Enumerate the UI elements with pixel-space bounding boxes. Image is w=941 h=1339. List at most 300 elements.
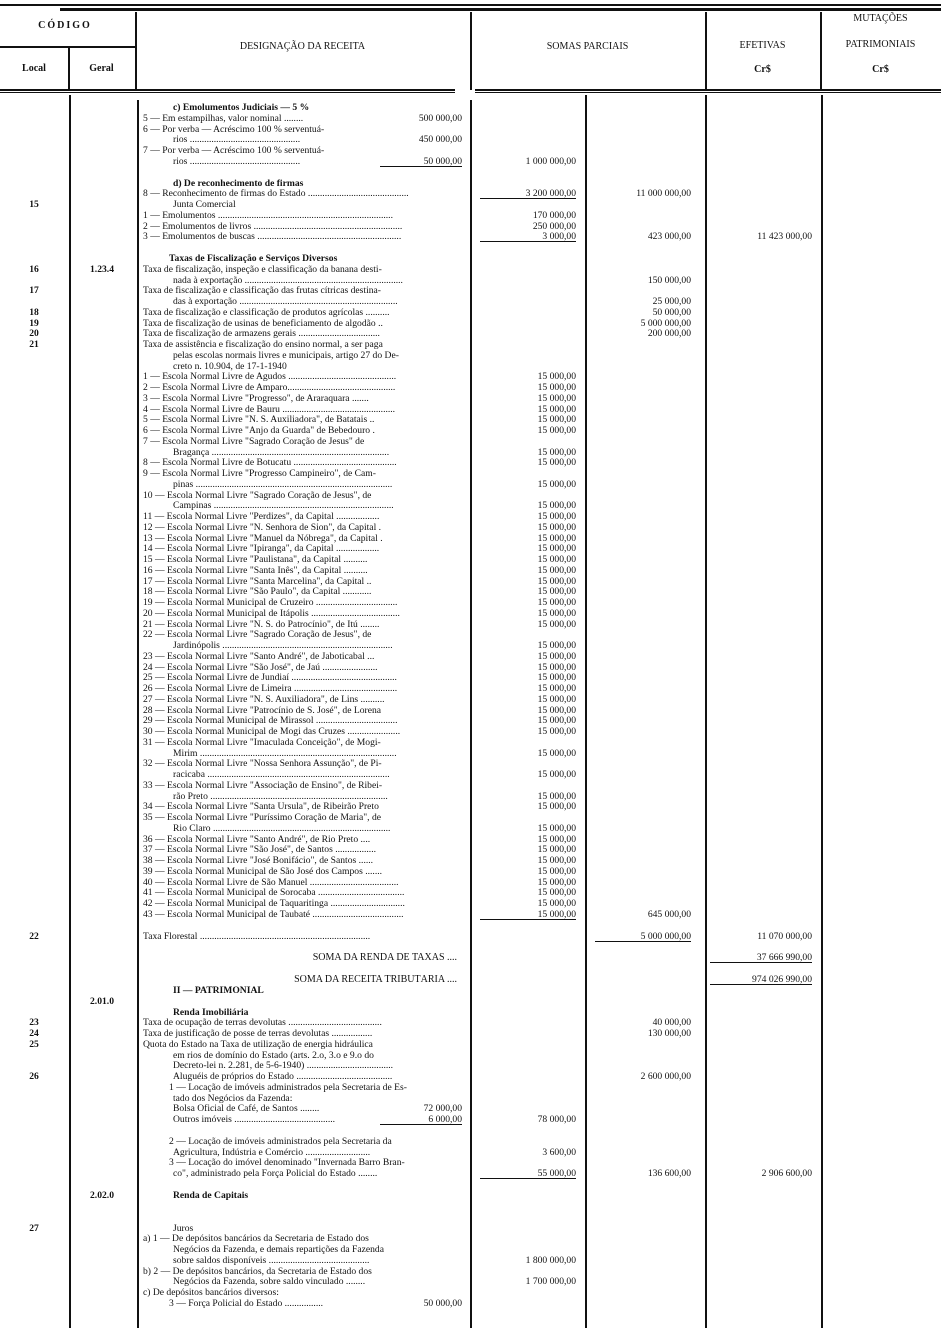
table-row [0, 125, 941, 136]
table-row [0, 243, 941, 254]
table-row [0, 738, 941, 749]
partial-sum-1: 15 000,00 [537, 425, 576, 436]
inner-value: 6 000,00 [380, 1115, 462, 1125]
designation-text: Outros imóveis .......................................... [173, 1115, 336, 1125]
designation-text: co", administrado pela Força Policial do Estado ........ [173, 1169, 378, 1179]
designation-text: Bragança .......................................................................... [173, 447, 390, 458]
table-row [0, 480, 941, 491]
partial-sum-1: 15 000,00 [537, 726, 576, 737]
table-row [0, 1299, 941, 1310]
table-row [0, 114, 941, 125]
designation-text: Aluguéis de próprios do Estado ........................................ [173, 1072, 393, 1082]
partial-sum-1: 15 000,00 [537, 607, 576, 619]
table-row [0, 512, 941, 523]
designation-text: Taxa Florestal ....................................................................... [143, 931, 371, 942]
partial-sum-1: 3 000,00 [480, 232, 576, 242]
partial-sum-1: 15 000,00 [537, 876, 576, 888]
designation-text: 36 — Escola Normal Livre "Santo André", de Rio Preto .... [143, 834, 371, 845]
local-code: 23 [29, 1017, 39, 1029]
table-row [0, 319, 941, 330]
partial-sum-1: 15 000,00 [480, 910, 576, 920]
table-row [0, 254, 941, 265]
designation-text: 2 — Locação de imóveis administrados pela Secretaria da [169, 1136, 392, 1147]
designation-text: SOMA DA RECEITA TRIBUTÁRIA .... [294, 975, 457, 985]
designation-text: 6 — Por verba — Acréscimo 100 % serventuá- [143, 124, 325, 135]
header-designacao: DESIGNAÇÃO DA RECEITA [239, 41, 366, 52]
designation-text: tado dos Negócios da Fazenda: [173, 1093, 293, 1104]
header-efetivas: EFETIVAS [739, 40, 786, 51]
designation-text: 1 — Escola Normal Livre de Agudos ............................................. [143, 372, 397, 383]
designation-text: 12 — Escola Normal Livre "N. Senhora de Sion", da Capital . [143, 522, 382, 533]
designation-text: SOMA DA RENDA DE TAXAS .... [312, 953, 457, 964]
table-row [0, 749, 941, 760]
table-row [0, 577, 941, 588]
designation-text: 40 — Escola Normal Livre de São Manuel ..................................... [143, 877, 399, 888]
partial-sum-2: 136 600,00 [647, 1168, 691, 1179]
table-row [0, 867, 941, 878]
table-row [0, 1213, 941, 1224]
header-efetivas-unit: Cr$ [754, 64, 771, 75]
designation-text: 3 — Emolumentos de buscas ............................................................ [143, 232, 402, 243]
table-row [0, 1191, 941, 1202]
designation-text: 31 — Escola Normal Livre "Imaculada Conceição", de Mogi- [143, 737, 381, 748]
partial-sum-1: 15 000,00 [537, 822, 576, 834]
table-row [0, 1126, 941, 1137]
partial-sum-1: 15 000,00 [537, 554, 576, 565]
local-code: 26 [29, 1071, 39, 1082]
designation-text: 5 — Escola Normal Livre "N. S. Auxiliadora", de Batatais .. [143, 415, 375, 426]
table-row [0, 179, 941, 190]
table-row [0, 792, 941, 803]
local-code: 16 [29, 263, 39, 275]
designation-text: c) Emolumentos Judiciais — 5 % [173, 103, 310, 113]
table-row [0, 813, 941, 824]
designation-text: II — PATRIMONIAL [173, 985, 264, 996]
table-row [0, 534, 941, 545]
inner-value: 500 000,00 [418, 112, 462, 124]
table-row [0, 878, 941, 889]
partial-sum-1: 15 000,00 [537, 683, 576, 694]
designation-text: d) De reconhecimento de firmas [173, 178, 304, 189]
partial-sum-2: 2 600 000,00 [640, 1071, 691, 1082]
designation-text: 3 — Escola Normal Livre "Progresso", de Araraquara ....... [143, 393, 369, 404]
header-geral: Geral [89, 63, 114, 74]
designation-text: 1 — Locação de imóveis administrados pela Secretaria de Es- [169, 1082, 407, 1093]
designation-text: 23 — Escola Normal Livre "Santo André", de Jaboticabal ... [143, 651, 375, 662]
table-row [0, 856, 941, 867]
designation-text: c) De depósitos bancários diversos: [143, 1288, 279, 1298]
designation-text: sobre saldos disponíveis .......................................... [173, 1255, 370, 1266]
table-row [0, 663, 941, 674]
designation-text: Negócios da Fazenda, e demais repartições da Fazenda [173, 1245, 384, 1255]
table-row [0, 1008, 941, 1019]
designation-text: Taxa de fiscalização, inspeção e classificação da banana desti- [143, 264, 382, 275]
general-code: 2.02.0 [90, 1189, 114, 1201]
inner-value: 50 000,00 [380, 157, 462, 167]
table-row [0, 759, 941, 770]
table-row [0, 297, 941, 308]
partial-sum-1: 1 000 000,00 [525, 155, 576, 167]
total-row [0, 953, 941, 964]
partial-sum-1: 15 000,00 [537, 747, 576, 759]
partial-sum-1: 3 200 000,00 [480, 189, 576, 199]
designation-text: nada à exportação .................................................................. [173, 275, 403, 286]
designation-text: em rios de domínio do Estado (arts. 2.o, 3.o e 9.o do [173, 1050, 374, 1061]
partial-sum-1: 15 000,00 [537, 833, 576, 845]
designation-text: 3 — Força Policial do Estado ................ [169, 1298, 324, 1309]
designation-text: 1 — Emolumentos ......................................................................... [143, 210, 393, 221]
table-row [0, 458, 941, 469]
table-row [0, 265, 941, 276]
designation-text: 10 — Escola Normal Livre "Sagrado Coração de Jesus", de [143, 490, 372, 501]
table-row [0, 566, 941, 577]
designation-text: Agricultura, Indústria e Comércio ........................... [173, 1147, 371, 1158]
table-row [0, 211, 941, 222]
table-row [0, 835, 941, 846]
table-row [0, 910, 941, 921]
table-row [0, 1040, 941, 1051]
table-row [0, 168, 941, 179]
designation-text: 4 — Escola Normal Livre de Bauru ............................................... [143, 404, 396, 415]
designation-text: 35 — Escola Normal Livre "Puríssimo Coração de Maria", de [143, 813, 382, 823]
table-row [0, 1104, 941, 1115]
table-row [0, 135, 941, 146]
designation-text: pinas .................................................................................. [173, 479, 393, 490]
designation-text: Bolsa Oficial de Café, de Santos ........ [173, 1104, 320, 1115]
partial-sum-1: 15 000,00 [537, 597, 576, 608]
local-code: 21 [29, 339, 39, 350]
table-row [0, 781, 941, 792]
table-row [0, 598, 941, 609]
header-mutacoes-unit: Cr$ [872, 64, 889, 75]
partial-sum-1: 1 800 000,00 [525, 1254, 576, 1266]
header-codigo: CÓDIGO [38, 20, 92, 31]
designation-text: 7 — Por verba — Acréscimo 100 % serventuá- [143, 146, 325, 156]
partial-sum-1: 15 000,00 [537, 371, 576, 383]
designation-text: 22 — Escola Normal Livre "Sagrado Coração de Jesus", de [143, 630, 372, 641]
table-row [0, 448, 941, 459]
partial-sum-1: 15 000,00 [537, 457, 576, 469]
partial-sum-1: 3 600,00 [542, 1146, 576, 1158]
local-code: 15 [29, 199, 39, 210]
table-row [0, 189, 941, 200]
designation-text: 2 — Escola Normal Livre de Amparo............................................. [143, 383, 396, 393]
designation-text: 37 — Escola Normal Livre "São José", de Santos ................. [143, 845, 376, 856]
table-row [0, 845, 941, 856]
designation-text: rios .............................................. [173, 135, 301, 146]
partial-sum-1: 15 000,00 [537, 650, 576, 662]
designation-text: 13 — Escola Normal Livre "Manuel da Nóbrega", da Capital . [143, 533, 383, 544]
table-row [0, 1148, 941, 1159]
table-row [0, 727, 941, 738]
local-code: 19 [29, 317, 39, 329]
table-row [0, 1083, 941, 1094]
designation-text: 14 — Escola Normal Livre "Ipiranga", da Capital .................. [143, 544, 380, 555]
partial-sum-1: 15 000,00 [537, 392, 576, 404]
table-row [0, 1061, 941, 1072]
designation-text: 11 — Escola Normal Livre "Perdizes", da Capital .................. [143, 512, 380, 522]
inner-value: 50 000,00 [423, 1297, 462, 1309]
table-row [0, 394, 941, 405]
designation-text: Taxa de assistência e fiscalização do ensino normal, a ser paga [143, 340, 383, 350]
partial-sum-1: 15 000,00 [537, 865, 576, 877]
partial-sum-2: 11 000 000,00 [636, 188, 691, 200]
local-code: 25 [29, 1038, 39, 1050]
designation-text: 17 — Escola Normal Livre "Santa Marcelina", da Capital .. [143, 576, 372, 587]
table-row [0, 986, 941, 997]
partial-sum-2: 5 000 000,00 [595, 932, 691, 942]
designation-text: 18 — Escola Normal Livre "São Paulo", da Capital ............ [143, 587, 372, 598]
designation-text: 6 — Escola Normal Livre "Anjo da Guarda" de Bebedouro . [143, 426, 375, 436]
partial-sum-1: 15 000,00 [537, 575, 576, 587]
table-row [0, 555, 941, 566]
local-code: 20 [29, 328, 39, 340]
table-row [0, 286, 941, 297]
partial-sum-1: 15 000,00 [537, 521, 576, 533]
partial-sum-1: 15 000,00 [537, 511, 576, 522]
table-row [0, 921, 941, 932]
table-row [0, 1234, 941, 1245]
table-row [0, 706, 941, 717]
table-row [0, 932, 941, 943]
table-row [0, 405, 941, 416]
table-row [0, 684, 941, 695]
designation-text: Rio Claro .......................................................................... [173, 823, 391, 834]
designation-text: 8 — Escola Normal Livre de Botucatu ........................................... [143, 458, 397, 469]
designation-text: Decreto-lei n. 2.281, de 5-6-1940) .................................... [173, 1061, 394, 1072]
partial-sum-1: 15 000,00 [537, 672, 576, 684]
designation-text: 3 — Locação do imóvel denominado "Invernada Barro Bran- [169, 1158, 405, 1169]
effective-value: 974 026 990,00 [710, 975, 812, 985]
partial-sum-1: 15 000,00 [537, 564, 576, 576]
partial-sum-1: 15 000,00 [537, 446, 576, 458]
designation-text: creto n. 10.904, de 17-1-1940 [173, 361, 287, 372]
designation-text: 27 — Escola Normal Livre "N. S. Auxiliadora", de Lins .......... [143, 694, 385, 705]
table-row [0, 888, 941, 899]
table-row [0, 695, 941, 706]
designation-text: Campinas ........................................................................... [173, 501, 394, 512]
table-row [0, 523, 941, 534]
table-row [0, 146, 941, 157]
table-row [0, 802, 941, 813]
designation-text: Taxa de fiscalização de usinas de beneficiamento de algodão .. [143, 318, 383, 329]
table-row [0, 103, 941, 114]
partial-sum-1: 55 000,00 [480, 1169, 576, 1179]
table-row [0, 383, 941, 394]
table-row [0, 1115, 941, 1126]
partial-sum-2: 150 000,00 [647, 274, 691, 286]
table-row [0, 544, 941, 555]
total-row [0, 975, 941, 986]
designation-text: rão Preto .......................................................................... [173, 791, 388, 802]
designation-text: 5 — Em estampilhas, valor nominal ........ [143, 113, 304, 124]
designation-text: 24 — Escola Normal Livre "São José", de Jaú ....................... [143, 662, 378, 673]
header-mutacoes: MUTAÇÕES [853, 13, 908, 24]
local-code: 24 [29, 1028, 39, 1039]
partial-sum-1: 1 700 000,00 [525, 1276, 576, 1288]
designation-text: 42 — Escola Normal Municipal de Taquaritinga ............................... [143, 899, 405, 909]
table-row [0, 620, 941, 631]
table-row [0, 673, 941, 684]
designation-text: Renda de Capitais [173, 1190, 249, 1201]
partial-sum-1: 15 000,00 [537, 790, 576, 802]
partial-sum-1: 15 000,00 [537, 640, 576, 651]
header-local: Local [22, 63, 46, 74]
header-patrimoniais: PATRIMONIAIS [845, 39, 916, 50]
table-row [0, 232, 941, 243]
table-row [0, 308, 941, 319]
designation-text: 25 — Escola Normal Livre de Jundiaí ............................................ [143, 673, 397, 684]
partial-sum-2: 40 000,00 [652, 1017, 691, 1029]
partial-sum-1: 15 000,00 [537, 586, 576, 598]
partial-sum-1: 78 000,00 [537, 1114, 576, 1125]
table-row [0, 1094, 941, 1105]
table-row [0, 276, 941, 287]
table-row [0, 437, 941, 448]
designation-text: 33 — Escola Normal Livre "Associação de Ensino", de Ribei- [143, 780, 383, 791]
designation-text: 9 — Escola Normal Livre "Progresso Campineiro", de Cam- [143, 469, 376, 479]
partial-sum-1: 15 000,00 [537, 478, 576, 490]
partial-sum-1: 15 000,00 [537, 898, 576, 909]
table-row [0, 1277, 941, 1288]
partial-sum-1: 170 000,00 [532, 209, 576, 221]
table-row [0, 1224, 941, 1235]
table-row [0, 641, 941, 652]
table-row [0, 716, 941, 727]
table-row [0, 1256, 941, 1267]
designation-text: racicaba ............................................................................ [173, 770, 390, 780]
general-code: 1.23.4 [90, 263, 114, 275]
designation-text: Jardinópolis ....................................................................... [173, 641, 393, 651]
designation-text: 7 — Escola Normal Livre "Sagrado Coração de Jesus" de [143, 436, 365, 447]
designation-text: 34 — Escola Normal Livre "Santa Úrsula", de Ribeirão Preto [143, 802, 379, 813]
designation-text: 8 — Reconhecimento de firmas do Estado .......................................... [143, 189, 409, 200]
designation-text: Renda Imobiliária [173, 1007, 249, 1018]
designation-text: rios .............................................. [173, 156, 301, 167]
partial-sum-1: 15 000,00 [537, 887, 576, 899]
effective-value: 11 423 000,00 [757, 231, 812, 243]
designation-text: das à exportação .................................................................. [173, 297, 398, 307]
designation-text: 19 — Escola Normal Municipal de Cruzeiro .................................. [143, 598, 398, 608]
designation-text: pelas escolas normais livres e municipais, artigo 27 do De- [173, 350, 399, 361]
designation-text: 26 — Escola Normal Livre de Limeira ........................................... [143, 684, 398, 694]
partial-sum-2: 5 000 000,00 [640, 317, 691, 329]
designation-text: Taxa de justificação de posse de terras devolutas ................. [143, 1029, 373, 1039]
designation-text: Junta Comercial [173, 200, 236, 210]
table-row [0, 630, 941, 641]
table-row [0, 491, 941, 502]
inner-value: 72 000,00 [423, 1103, 462, 1115]
designation-text: 38 — Escola Normal Livre "José Bonifácio", de Santos ...... [143, 856, 374, 866]
table-row [0, 1267, 941, 1278]
partial-sum-2: 50 000,00 [652, 306, 691, 318]
partial-sum-1: 15 000,00 [537, 532, 576, 544]
table-row [0, 362, 941, 373]
effective-value: 2 906 600,00 [761, 1168, 812, 1179]
partial-sum-1: 15 000,00 [537, 618, 576, 630]
designation-text: 20 — Escola Normal Municipal de Itápolis ..................................... [143, 608, 400, 619]
header-somas-parciais: SOMAS PARCIAIS [546, 41, 629, 52]
designation-text: Taxa de fiscalização e classificação de produtos agrícolas .......... [143, 307, 390, 318]
designation-text: 41 — Escola Normal Municipal de Sorocaba .................................... [143, 888, 405, 899]
designation-text: Negócios da Fazenda, sobre saldo vinculado ........ [173, 1277, 366, 1288]
table-row [0, 426, 941, 437]
partial-sum-2: 423 000,00 [647, 231, 691, 243]
table-row [0, 1029, 941, 1040]
general-code: 2.01.0 [90, 995, 114, 1007]
table-row [0, 1288, 941, 1299]
designation-text: 15 — Escola Normal Livre "Paulistana", da Capital .......... [143, 555, 368, 565]
designation-text: 28 — Escola Normal Livre "Patrocínio de S. José", de Lorena [143, 705, 382, 716]
table-row [0, 157, 941, 168]
designation-text: a) 1 — De depósitos bancários da Secretaria de Estado dos [143, 1234, 369, 1245]
designation-text: 21 — Escola Normal Livre "N. S. do Patrocínio", de Itú ........ [143, 619, 380, 630]
designation-text: Mirim .................................................................................. [173, 748, 397, 759]
partial-sum-1: 15 000,00 [537, 500, 576, 512]
local-code: 22 [29, 930, 39, 942]
partial-sum-1: 15 000,00 [537, 855, 576, 866]
partial-sum-1: 15 000,00 [537, 769, 576, 780]
table-row [0, 1051, 941, 1062]
designation-text: 30 — Escola Normal Municipal de Mogi das Cruzes ...................... [143, 727, 401, 737]
table-row [0, 652, 941, 663]
local-code: 27 [29, 1222, 39, 1234]
partial-sum-2: 645 000,00 [647, 908, 691, 920]
table-row [0, 1245, 941, 1256]
partial-sum-2: 25 000,00 [652, 296, 691, 307]
partial-sum-1: 15 000,00 [537, 801, 576, 813]
table-row [0, 469, 941, 480]
partial-sum-1: 15 000,00 [537, 403, 576, 415]
designation-text: Taxas de Fiscalização e Serviços Diversos [169, 254, 338, 264]
table-row [0, 899, 941, 910]
designation-text: 32 — Escola Normal Livre "Nossa Senhora Assunção", de Pi- [143, 759, 382, 770]
designation-text: Taxa de ocupação de terras devolutas ....................................... [143, 1018, 382, 1029]
designation-text: Taxa de fiscalização de armazens gerais .................................. [143, 329, 380, 340]
partial-sum-2: 130 000,00 [647, 1028, 691, 1039]
table-row [0, 609, 941, 620]
revenue-table [0, 103, 941, 1310]
table-row [0, 1202, 941, 1213]
table-row [0, 1072, 941, 1083]
partial-sum-1: 15 000,00 [537, 704, 576, 716]
partial-sum-1: 15 000,00 [537, 543, 576, 555]
designation-text: Quota do Estado na Taxa de utilização de energia hidráulica [143, 1039, 373, 1050]
table-row [0, 372, 941, 383]
designation-text: 43 — Escola Normal Municipal de Taubaté ...................................... [143, 909, 404, 920]
designation-text: 2 — Emolumentos de livros .............................................................. [143, 221, 403, 232]
designation-text: 16 — Escola Normal Livre "Santa Inês", da Capital .......... [143, 565, 368, 576]
table-row [0, 997, 941, 1008]
table-row [0, 351, 941, 362]
partial-sum-1: 15 000,00 [537, 693, 576, 705]
table-row [0, 1169, 941, 1180]
table-row [0, 501, 941, 512]
table-row [0, 329, 941, 340]
table-row [0, 415, 941, 426]
partial-sum-1: 250 000,00 [532, 220, 576, 232]
effective-value: 11 070 000,00 [757, 930, 812, 942]
designation-text: Taxa de fiscalização e classificação das frutas cítricas destina- [143, 286, 381, 297]
partial-sum-1: 15 000,00 [537, 382, 576, 393]
table-row [0, 340, 941, 351]
designation-text: Juros [173, 1223, 194, 1234]
inner-value: 450 000,00 [418, 134, 462, 146]
table-row [0, 1137, 941, 1148]
table-row [0, 200, 941, 211]
designation-text: b) 2 — De depósitos bancários, da Secretaria de Estado dos [143, 1266, 372, 1277]
partial-sum-2: 200 000,00 [647, 328, 691, 340]
